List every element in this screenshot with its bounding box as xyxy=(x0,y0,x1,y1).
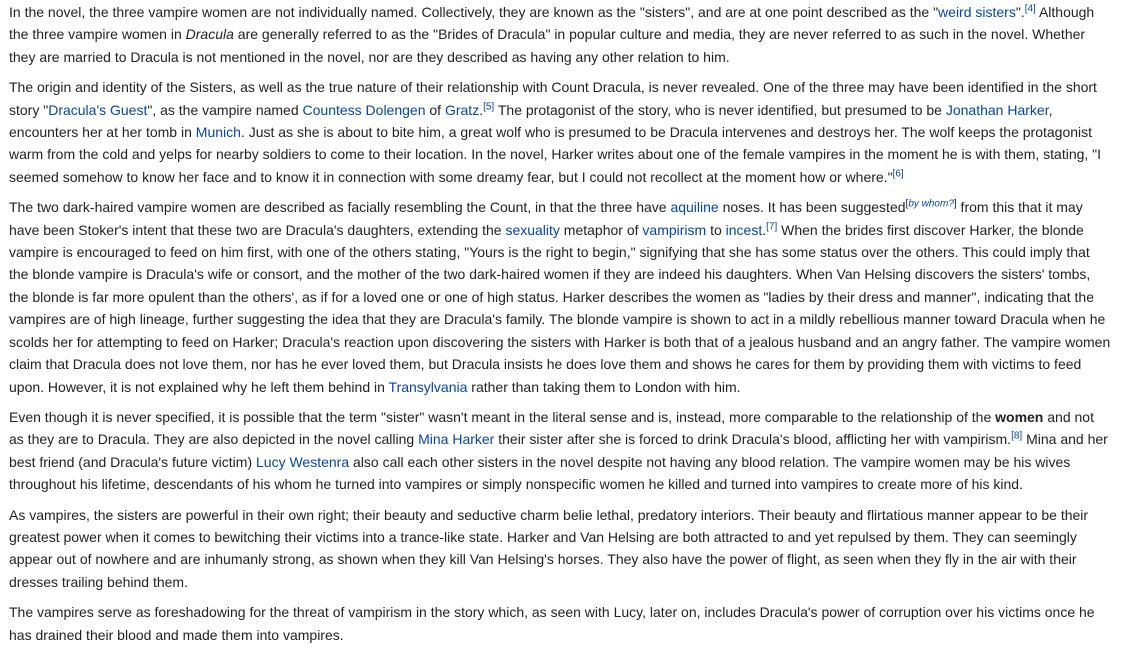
citation-link-6[interactable]: [6] xyxy=(892,168,904,180)
wiki-link-lucy-westenra[interactable]: Lucy Westenra xyxy=(256,453,350,470)
text-run: ". xyxy=(1015,4,1025,20)
text-run: In the novel, the three vampire women are not individually named. Collectively, they are known as the "sisters", and are at one point described as the " xyxy=(9,4,939,20)
text-run: of xyxy=(425,101,445,118)
wiki-link-countess-dolengen[interactable]: Countess Dolengen xyxy=(302,101,426,118)
paragraph-foreshadowing xyxy=(9,601,1112,646)
wiki-link-mina-harker[interactable]: Mina Harker xyxy=(418,431,495,448)
text-run: As vampires, the sisters are powerful in their own right; their beauty and seductive charm belie lethal, predatory interiors. Their beauty and flirtatious manner appear to be their greatest power when it comes to bewitching their victims into a trance-like state. Harker and Van Helsing are both attracted to and yet repulsed by them. They can seemingly appear out of nowhere and are inhumanly strong, as shown when they kill Van Helsing's horses. They also have the power of flight, as seen when they fly in the air with their dresses trailing behind them. xyxy=(9,506,1089,590)
text-run: from this that it may have been Stoker's intent that these two are Dracula's daughters, extending the xyxy=(9,199,1083,238)
text-run: The origin and identity of the Sisters, as well as the true nature of their relationship with Count Dracula, is never revealed. One of the three may have been identified in the short story " xyxy=(9,79,1097,118)
text-run: are generally referred to as the "Brides of Dracula" in popular culture and media, they are never referred to as such in the novel. Whether they are married to Dracula is not mentioned in the novel, nor are they described as having any other relation to him. xyxy=(9,26,1086,65)
text-run: noses. It has been suggested xyxy=(718,199,906,216)
paragraph-vampire-powers xyxy=(9,504,1112,594)
wiki-link-weird-sisters[interactable]: weird sisters xyxy=(938,4,1016,20)
wiki-link-sexuality[interactable]: sexuality xyxy=(505,221,560,238)
paragraph-sisterhood-meaning xyxy=(9,406,1112,496)
text-run: Dracula xyxy=(185,26,234,43)
paragraph-origin-identity xyxy=(9,76,1112,188)
paragraph-family-resemblance xyxy=(9,196,1112,398)
paragraph-brides-naming xyxy=(9,1,1112,68)
text-run: The protagonist of the story, who is never identified, but presumed to be xyxy=(494,101,946,118)
text-run: [ xyxy=(905,198,909,210)
citation-link-by-whom[interactable]: by whom? xyxy=(908,198,954,210)
citation-link-4[interactable]: [4] xyxy=(1024,3,1036,15)
wiki-link-munich[interactable]: Munich xyxy=(195,124,241,141)
wiki-link-vampirism[interactable]: vampirism xyxy=(642,221,707,238)
text-run: Even though it is never specified, it is possible that the term "sister" wasn't meant in the literal sense and is, instead, more comparable to the relationship of the xyxy=(9,408,996,425)
text-run: , encounters her at her tomb in xyxy=(9,101,1053,141)
article-body xyxy=(0,1,1122,646)
text-run: Although the three vampire women in xyxy=(9,4,1095,43)
wiki-link-dracula-s-guest[interactable]: Dracula's Guest xyxy=(48,101,148,118)
text-run: ", as the vampire named xyxy=(147,101,303,118)
citation-link-7[interactable]: [7] xyxy=(766,221,778,232)
wiki-link-transylvania[interactable]: Transylvania xyxy=(388,378,468,395)
text-run: When the brides first discover Harker, the blonde vampire is encouraged to feed on him first, with one of the others stating, "Yours is the right to begin," signifying that she has some status over the others. This could imply that the blonde vampire is Dracula's wife or consort, and the mother of the two dark-haired women if they are indeed his daughters. When Van Helsing discovers the sisters' tombs, the blonde is far more opulent than the others', as if for a loved one or one of high status. Harker describes the women as "ladies by their dress and manner", indicating that the vampires are of high lineage, further suggesting the idea that they are Dracula's family. The blonde vampire is shown to act in a mildly rebellious manner toward Dracula when he scolds her for attempting to feed on Harker; Dracula's reaction upon discovering the sisters with Harker is both that of a jealous husband and an angry father. The vampire women claim that Dracula does not love them, nor has he ever loved them, but Dracula insists he does love them and shows he cares for them by providing them with victims to feed upon. However, it is not explained why he left them behind in xyxy=(9,221,1111,395)
citation-link-8[interactable]: [8] xyxy=(1011,430,1023,442)
wiki-link-jonathan-harker[interactable]: Jonathan Harker xyxy=(945,101,1049,118)
text-run: . xyxy=(762,221,767,238)
wiki-link-gratz[interactable]: Gratz xyxy=(444,101,480,118)
text-run: Mina and her best friend (and Dracula's future victim) xyxy=(9,431,1108,470)
text-run: . Just as she is about to bite him, a great wolf who is presumed to be Dracula intervenes and destroys her. The wolf keeps the protagonist warm from the cold and yelps for nearby soldiers to come to their location. In the novel, Harker writes about one of the female vampires in the moment he is with them, stating, "I seemed somehow to know her face and to know it in connection with some dreamy fear, but I could not recollect at the moment how or where." xyxy=(9,124,1102,185)
text-run: rather than taking them to London with him. xyxy=(467,378,741,395)
wiki-link-aquiline[interactable]: aquiline xyxy=(670,199,719,216)
text-run: women xyxy=(995,408,1044,425)
text-run: also call each other sisters in the novel despite not having any blood relation. The vampire women may be his wives throughout his lifetime, descendants of his whom he turned into vampires or simply nonspecific women he killed and turned into vampires to create more of his kind. xyxy=(9,453,1071,493)
text-run: and not as they are to Dracula. They are also depicted in the novel calling xyxy=(9,408,1094,448)
wiki-link-incest[interactable]: incest xyxy=(725,221,763,238)
text-run: ] xyxy=(953,198,957,210)
text-run: . xyxy=(479,101,484,118)
text-run: metaphor of xyxy=(559,221,643,238)
text-run: The two dark-haired vampire women are described as facially resembling the Count, in that the three have xyxy=(9,199,671,216)
text-run: their sister after she is forced to drink Dracula's blood, afflicting her with vampirism. xyxy=(494,431,1012,448)
text-run: The vampires serve as foreshadowing for the threat of vampirism in the story which, as seen with Lucy, later on, includes Dracula's power of corruption over his victims once he has drained their blood and made them into vampires. xyxy=(9,604,1095,643)
text-run: to xyxy=(706,221,726,238)
citation-link-5[interactable]: [5] xyxy=(483,100,495,112)
